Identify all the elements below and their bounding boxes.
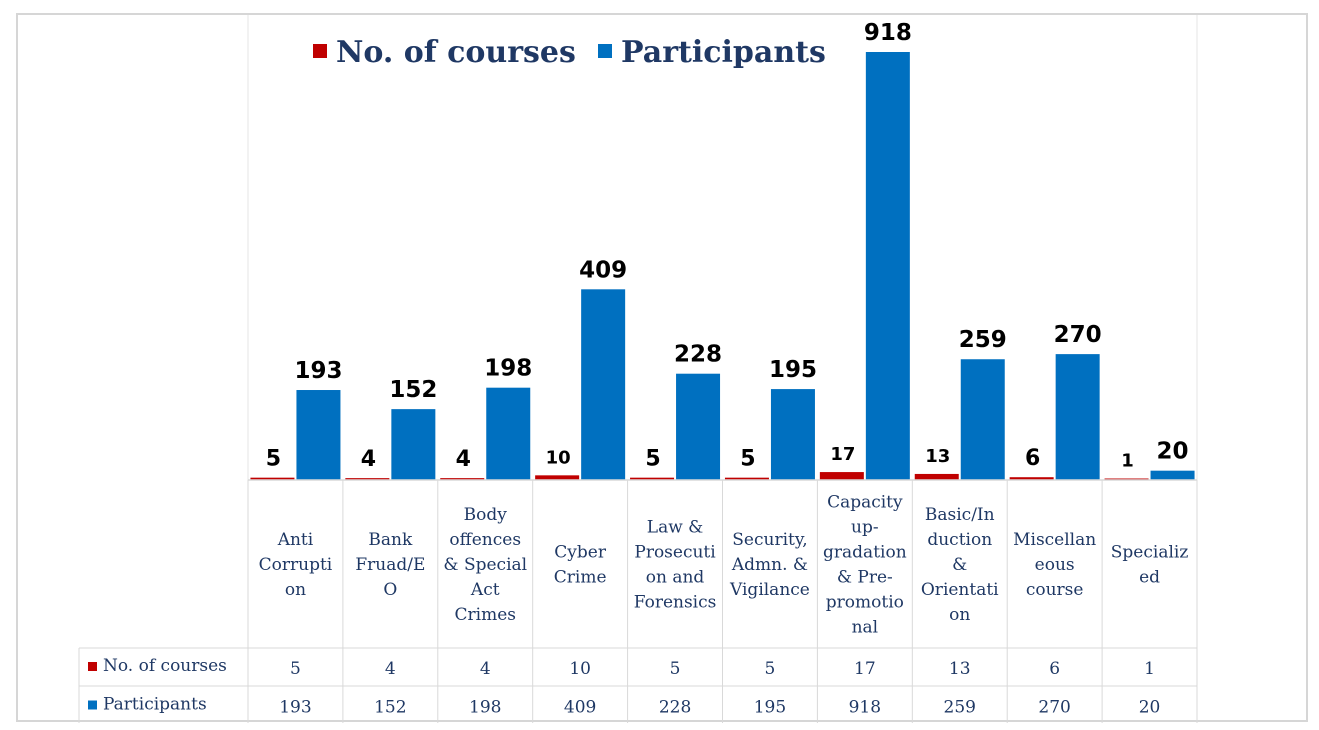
bar-participants-9 (1151, 471, 1195, 480)
table-cell-courses-9: 1 (1144, 659, 1155, 679)
table-cell-courses-1: 4 (384, 659, 396, 679)
data-label-courses-6: 17 (830, 444, 856, 466)
data-label-participants-2: 198 (484, 355, 533, 382)
table-cell-participants-8: 270 (1038, 697, 1071, 718)
data-label-participants-7: 259 (958, 327, 1007, 354)
data-label-participants-9: 20 (1156, 438, 1189, 465)
table-legend-key-courses (88, 662, 97, 671)
table-cell-courses-0: 5 (290, 659, 301, 679)
data-label-participants-5: 195 (768, 357, 817, 384)
bar-participants-0 (296, 390, 340, 480)
data-label-participants-6: 918 (863, 20, 912, 46)
data-label-courses-3: 10 (545, 447, 571, 469)
category-label-6: Capacity up-gradation & Pre-promotio nal (823, 492, 907, 638)
table-cell-courses-2: 4 (479, 659, 491, 679)
table-cell-participants-7: 259 (943, 697, 976, 718)
table-cell-participants-1: 152 (374, 697, 407, 718)
category-label-1: Bank Fruad/E O (355, 530, 426, 600)
legend-marker-participants (598, 44, 612, 58)
table-row-label-participants: Participants (103, 694, 207, 715)
table-cell-participants-6: 918 (848, 697, 882, 718)
table-cell-participants-2: 198 (469, 697, 502, 718)
data-label-participants-8: 270 (1053, 322, 1102, 349)
bar-participants-6 (866, 52, 910, 480)
bar-participants-3 (581, 289, 625, 480)
table-row-label-courses: No. of courses (103, 656, 227, 676)
category-label-9: Specializ ed (1110, 542, 1189, 588)
data-label-courses-7: 13 (925, 445, 951, 467)
table-cell-courses-5: 5 (764, 659, 776, 679)
category-label-5: Security, Admn. & Vigilance (730, 530, 810, 600)
table-cell-participants-9: 20 (1138, 697, 1161, 718)
table-cell-courses-4: 5 (669, 659, 681, 679)
bar-participants-7 (961, 359, 1005, 480)
data-label-courses-8: 6 (1024, 446, 1041, 472)
table-cell-courses-7: 13 (948, 659, 971, 679)
data-label-courses-5: 5 (740, 446, 756, 472)
category-label-7: Basic/In duction & Orientati on (920, 505, 999, 625)
table-cell-courses-8: 6 (1049, 659, 1061, 679)
bar-participants-1 (391, 409, 435, 480)
data-label-courses-0: 5 (265, 446, 282, 472)
bar-participants-8 (1056, 354, 1100, 480)
data-label-participants-3: 409 (579, 257, 628, 284)
table-cell-participants-0: 193 (279, 697, 312, 718)
table-cell-participants-3: 409 (563, 697, 597, 718)
category-label-4: Law & Prosecuti on and Forensics (633, 517, 717, 613)
legend-label-courses: No. of courses (336, 35, 576, 70)
data-label-participants-0: 193 (294, 358, 343, 385)
legend-marker-courses (313, 44, 327, 58)
category-label-0: Anti Corrupti on (258, 530, 333, 600)
bar-participants-4 (676, 374, 720, 480)
bar-participants-2 (486, 388, 530, 480)
table-cell-courses-3: 10 (569, 659, 591, 679)
bar-courses-7 (915, 474, 959, 480)
category-label-8: Miscellan eous course (1013, 530, 1097, 600)
data-label-courses-4: 5 (645, 446, 661, 472)
data-label-courses-9: 1 (1121, 450, 1134, 472)
table-legend-key-participants (88, 701, 97, 710)
data-label-participants-1: 152 (389, 377, 438, 404)
category-label-3: Cyber Crime (553, 542, 607, 588)
data-label-courses-1: 4 (360, 447, 377, 473)
data-label-courses-2: 4 (455, 447, 471, 473)
data-label-participants-4: 228 (674, 341, 723, 368)
category-label-2: Body offences & Special Act Crimes (443, 505, 528, 625)
table-cell-courses-6: 17 (854, 659, 876, 679)
table-cell-participants-5: 195 (753, 697, 787, 718)
legend-label-participants: Participants (621, 35, 826, 70)
bar-courses-6 (820, 472, 864, 480)
bar-participants-5 (771, 389, 815, 480)
table-cell-participants-4: 228 (658, 697, 692, 718)
